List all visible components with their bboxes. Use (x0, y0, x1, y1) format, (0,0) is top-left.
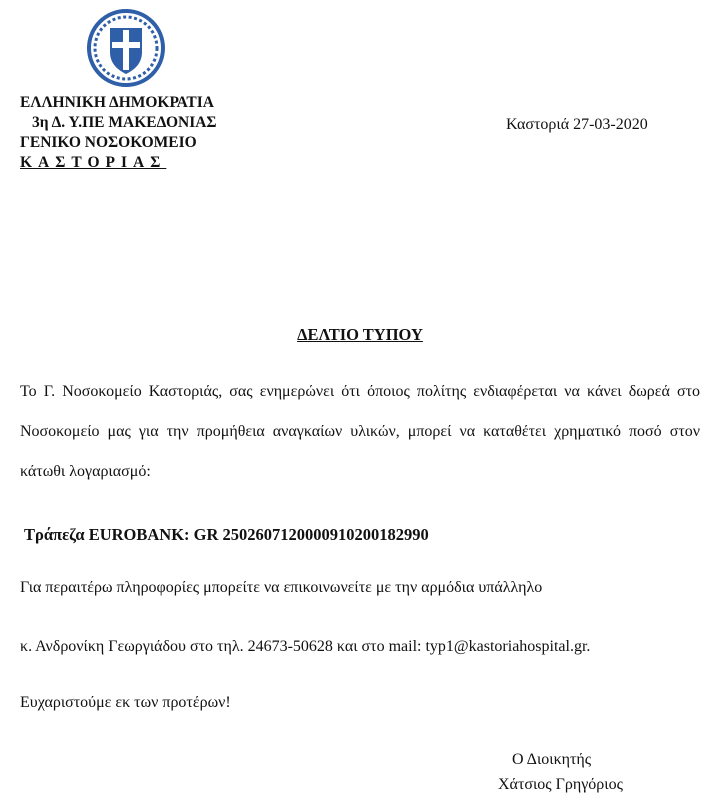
signature-role: Ο Διοικητής (512, 751, 592, 768)
body-paragraph: Το Γ. Νοσοκομείο Καστοριάς, σας ενημερώνει ότι όποιος πολίτης ενδιαφέρεται να κάνει δωρεά στο Νοσοκομείο μας για την προμήθεια αναγκαίων υλικών, μπορεί να καταθέτει χρηματικό ποσό στον κάτωθι λογαριασμό: (20, 383, 700, 480)
bank-account-line: Τράπεζα EUROBANK: GR 2502607120000910200182990 (24, 525, 429, 544)
header-line-republic: ΕΛΛΗΝΙΚΗ ΔΗΜΟΚΡΑΤΙΑ (20, 94, 214, 111)
header-line-health-region: 3η Δ. Υ.ΠΕ ΜΑΚΕΔΟΝΙΑΣ (32, 114, 217, 131)
signature-name: Χάτσιος Γρηγόριος (498, 776, 623, 793)
info-line-1: Για περαιτέρω πληροφορίες μπορείτε να επικοινωνείτε με την αρμόδια υπάλληλο (20, 579, 543, 596)
document-title: ΔΕΛΤΙΟ ΤΥΠΟΥ (297, 325, 423, 344)
greek-coat-of-arms-icon (86, 8, 166, 88)
info-line-2: κ. Ανδρονίκη Γεωργιάδου στο τηλ. 24673-50628 και στο mail: typ1@kastoriahospital.gr. (20, 638, 591, 655)
thanks-line: Ευχαριστούμε εκ των προτέρων! (20, 694, 231, 711)
header-line-city: ΚΑΣΤΟΡΙΑΣ (20, 154, 167, 171)
document-date: Καστοριά 27-03-2020 (506, 116, 648, 133)
header-line-hospital: ΓΕΝΙΚΟ ΝΟΣΟΚΟΜΕΙΟ (20, 134, 197, 151)
